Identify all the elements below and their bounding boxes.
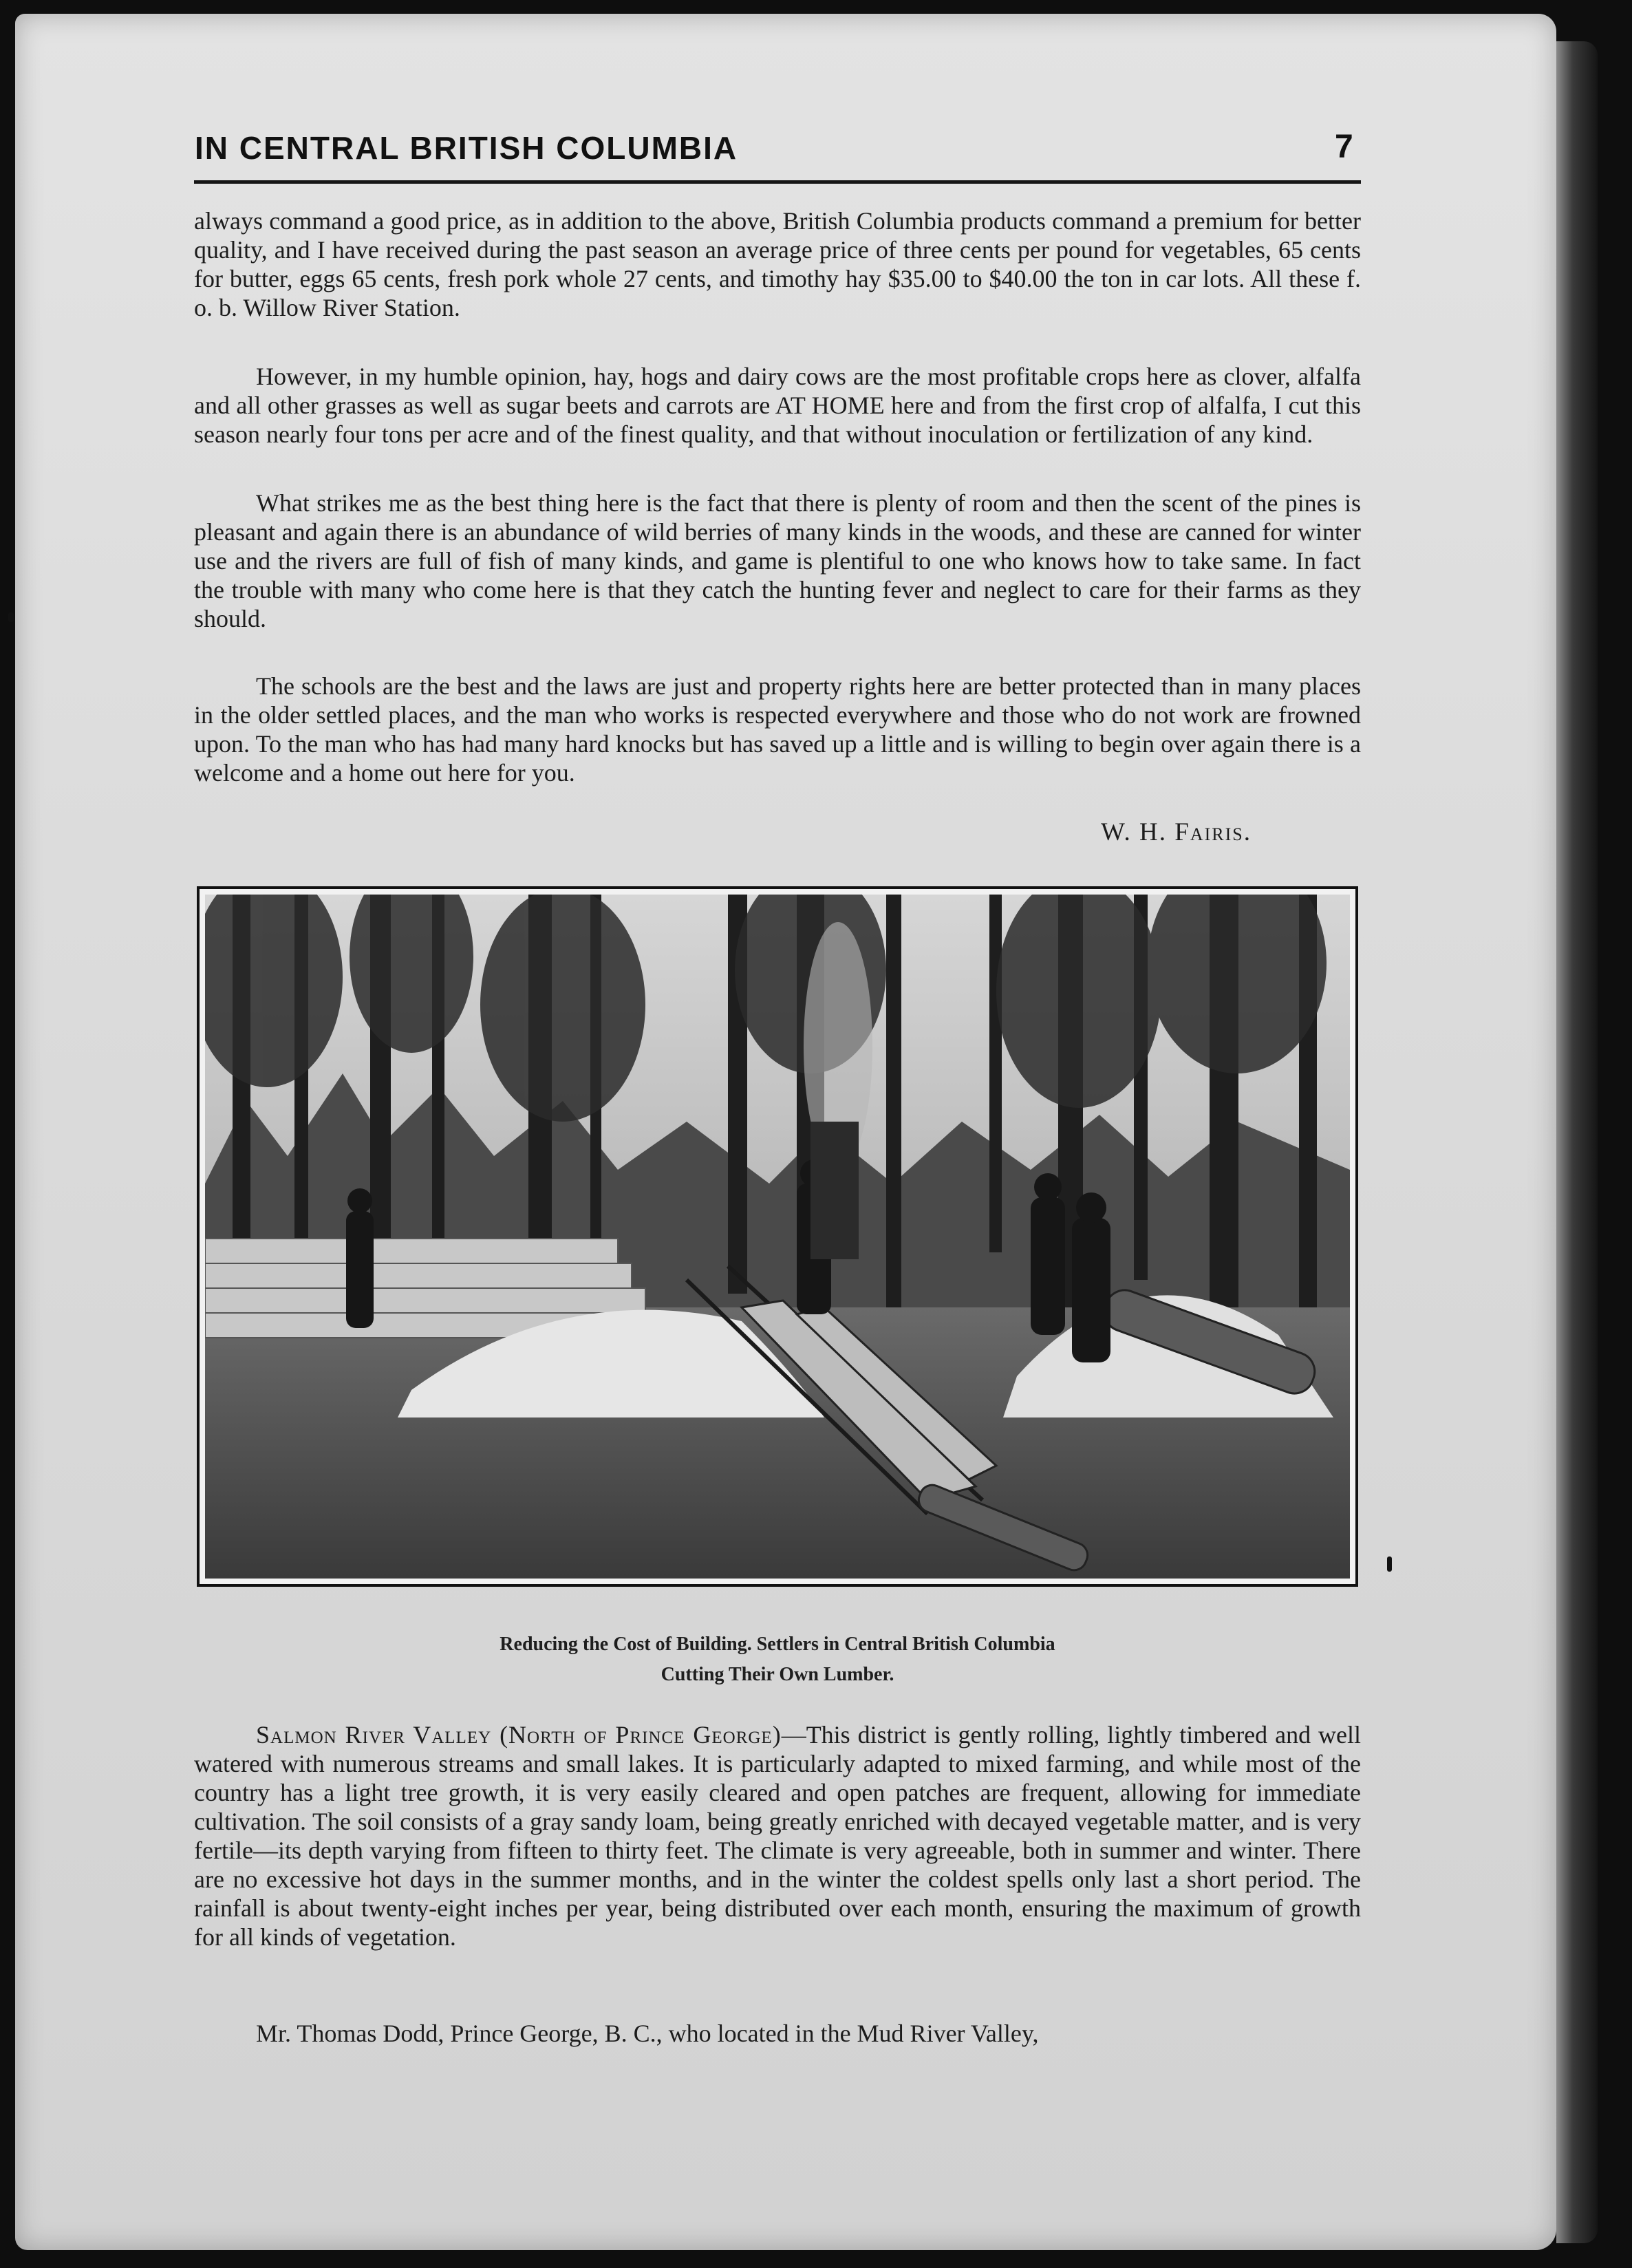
- caption-line-1: Reducing the Cost of Building. Settlers in Central British Columbia: [500, 1634, 1055, 1655]
- header-rule: [194, 180, 1361, 184]
- running-header: IN CENTRAL BRITISH COLUMBIA: [195, 130, 738, 166]
- paragraph-3: What strikes me as the best thing here is the fact that there is plenty of room and then the scent of the pines is pleasant and again there is an abundance of wild berries of many kinds in the woods, and these are canned for winter use and the rivers are full of fish of many kinds, and game is plentiful to one who knows how to take same. In fact the trouble with many who come here is that they catch the hunting fever and neglect to care for their farms as they should.: [194, 489, 1361, 632]
- margin-mark: [8, 612, 14, 622]
- closing-line: Mr. Thomas Dodd, Prince George, B. C., who located in the Mud River Valley,: [256, 2020, 1039, 2047]
- caption-line-2: Cutting Their Own Lumber.: [661, 1664, 894, 1685]
- paragraph-2: However, in my humble opinion, hay, hogs and dairy cows are the most profitable crops here as clover, alfalfa and all other grasses as well as sugar beets and carrots are AT HOME here and from the first crop of alfalfa, I cut this season nearly four tons per acre and of the finest quality, and that without inoculation or fertilization of any kind.: [194, 363, 1361, 448]
- signature: W. H. Fairis.: [1101, 818, 1252, 846]
- paragraph-4: The schools are the best and the laws are just and property rights here are better protected than in many places in the older settled places, and the man who works is respected everywhere and those who do not work are frowned upon. To the man who has had many hard knocks but has saved up a little and is willing to begin over again there is a welcome and a home out here for you.: [194, 672, 1361, 787]
- book-spine: [1556, 41, 1598, 2243]
- photo-frame: [197, 886, 1358, 1587]
- section-paragraph: [194, 1720, 1361, 1951]
- section-heading: Salmon River Valley (North of Prince George): [256, 1721, 782, 1748]
- sawmill-photo: [205, 895, 1350, 1579]
- page-number: 7: [1335, 129, 1353, 165]
- section-text: —This district is gently rolling, lightly timbered and well watered with numerous streams and small lakes. It is particularly adapted to mixed farming, and while most of the country has a light tree growth, it is very easily cleared and open patches are frequent, allowing for immediate cultivation. The soil consists of a gray sandy loam, being greatly enriched with decayed vegetable matter, and is very fertile—its depth varying from fifteen to thirty feet. The climate is very agreeable, both in summer and winter. There are no excessive hot days in the summer months, and in the winter the coldest spells only last a short period. The rainfall is about twenty-eight inches per year, being distributed over each month, ensuring the maximum of growth for all kinds of vegetation.: [194, 1721, 1361, 1951]
- margin-mark: [1387, 1556, 1392, 1572]
- paragraph-1: always command a good price, as in addition to the above, British Columbia products command a premium for better quality, and I have received during the past season an average price of three cents per pound for vegetables, 65 cents for butter, eggs 65 cents, fresh pork whole 27 cents, and timothy hay $35.00 to $40.00 the ton in car lots. All these f. o. b. Willow River Station.: [194, 207, 1361, 321]
- photo-caption: [194, 1629, 1361, 1690]
